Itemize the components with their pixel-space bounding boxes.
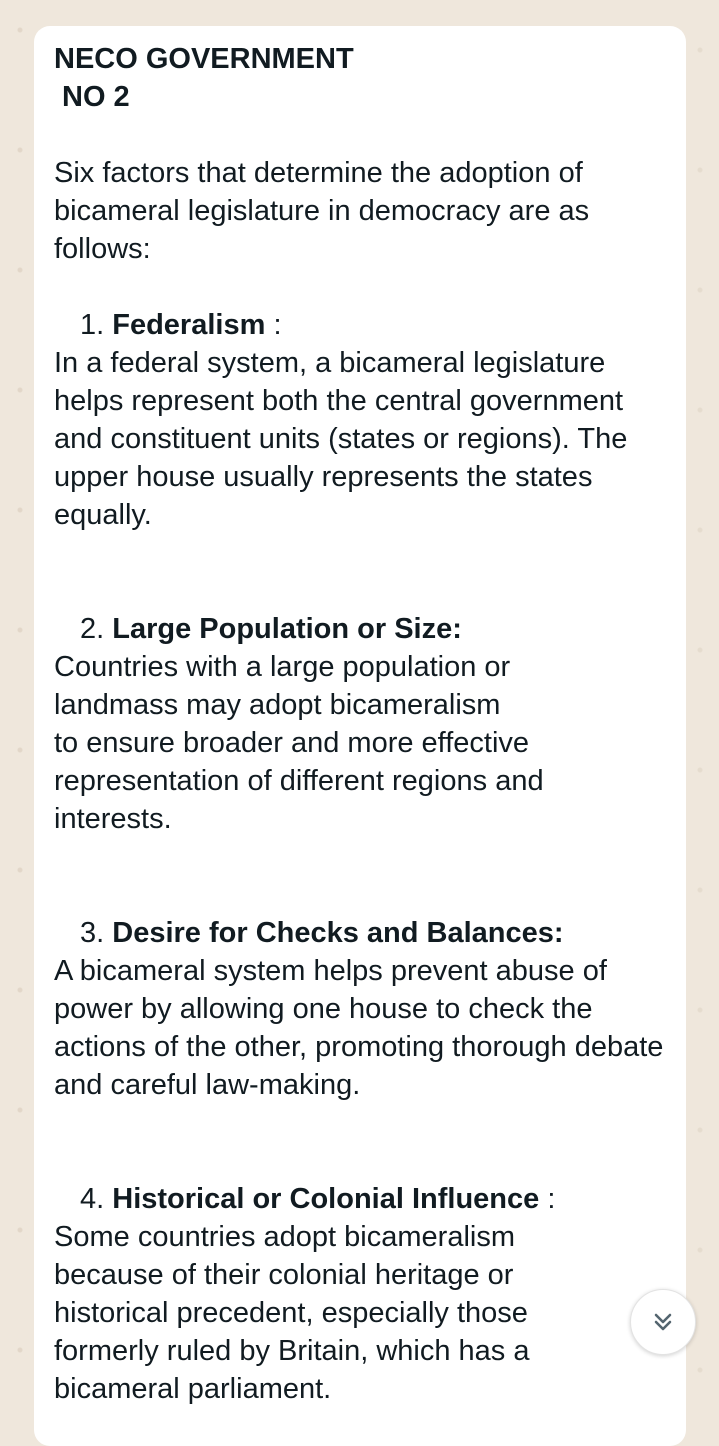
- intro-text: Six factors that determine the adoption of bicameral legislature in democracy are as follows:: [54, 157, 590, 265]
- section-heading-2: [54, 610, 666, 648]
- section-number: 4.: [80, 1183, 105, 1215]
- double-chevron-down-icon: [649, 1308, 677, 1336]
- section-number: 1.: [80, 309, 105, 341]
- section-heading-4: [54, 1180, 666, 1218]
- message-bubble[interactable]: [34, 26, 686, 1446]
- section-heading-3: [54, 914, 666, 952]
- section-title: Historical or Colonial Influence: [112, 1183, 540, 1215]
- section-suffix: :: [265, 309, 282, 341]
- section-title: Large Population or Size:: [112, 613, 462, 645]
- scroll-to-bottom-button[interactable]: [630, 1289, 696, 1355]
- spacer: [54, 838, 666, 914]
- spacer: [54, 534, 666, 610]
- section-body-4: Some countries adopt bicameralism because of their colonial heritage or historical precedent, especially those formerly ruled by Britain, which has a bicameral parliament.: [54, 1221, 530, 1405]
- section-title: Desire for Checks and Balances:: [112, 917, 564, 949]
- message-title: NECO GOVERNMENT: [54, 43, 354, 75]
- spacer: [54, 1104, 666, 1180]
- message-subtitle: NO 2: [62, 81, 130, 113]
- section-body-1: In a federal system, a bicameral legislature helps represent both the central government and constituent units (states or regions). The upper house usually represents the states equally.: [54, 347, 628, 531]
- section-body-2b: to ensure broader and more effective representation of different regions and interests.: [54, 727, 544, 835]
- section-heading-1: [54, 306, 666, 344]
- section-body-2a: Countries with a large population or landmass may adopt bicameralism: [54, 651, 511, 721]
- section-title: Federalism: [112, 309, 266, 341]
- section-body-3: A bicameral system helps prevent abuse of power by allowing one house to check the actions of the other, promoting thorough debate and careful law-making.: [54, 955, 664, 1101]
- section-number: 3.: [80, 917, 105, 949]
- section-number: 2.: [80, 613, 105, 645]
- section-suffix: :: [539, 1183, 556, 1215]
